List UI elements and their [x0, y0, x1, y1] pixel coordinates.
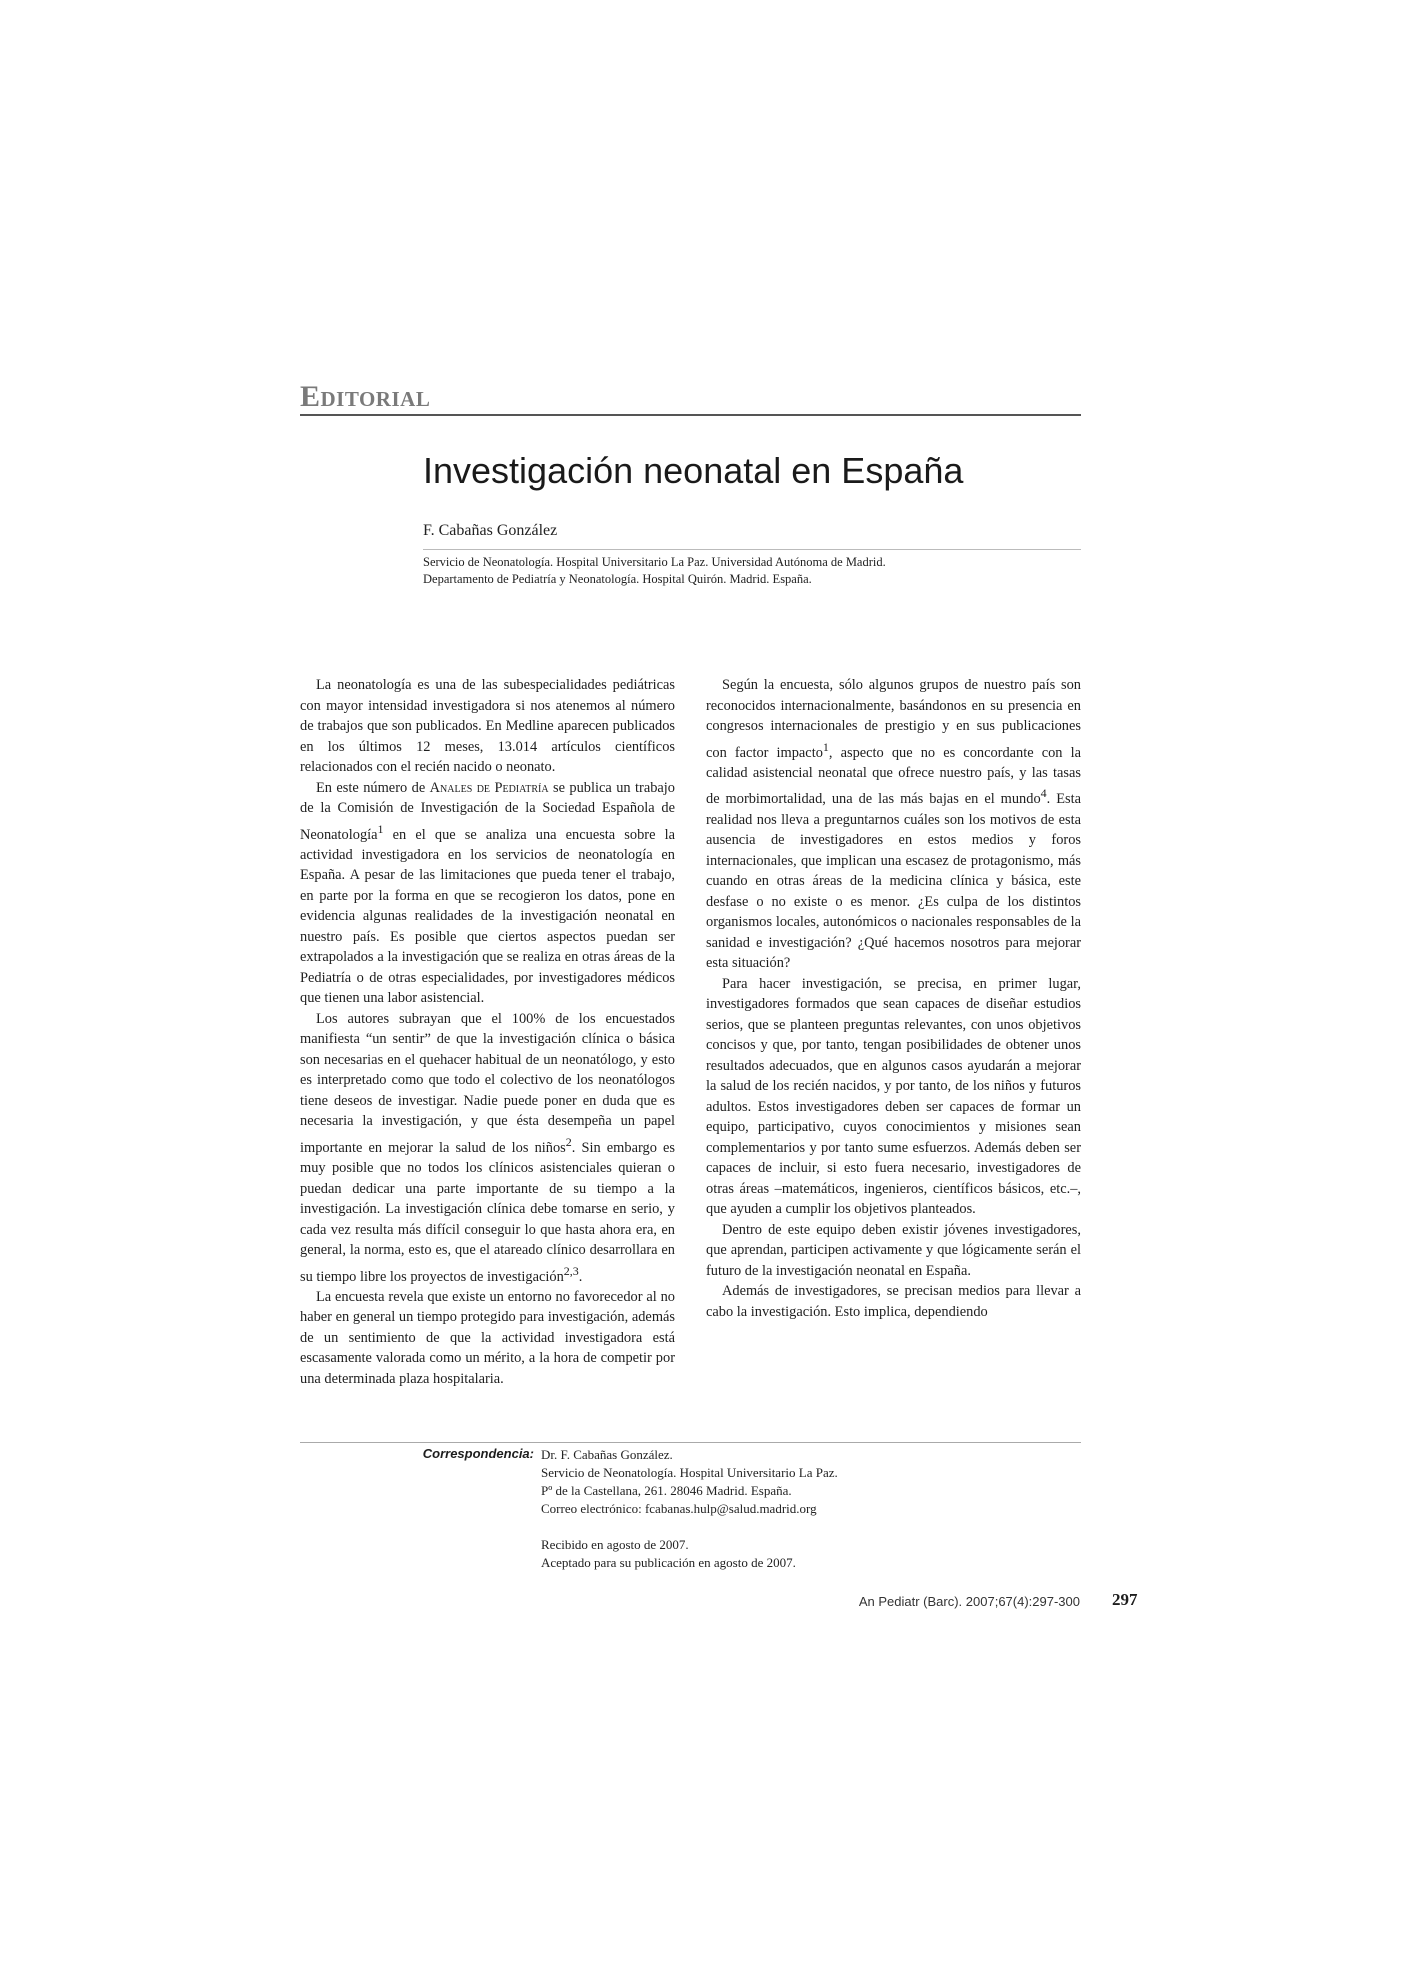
paragraph-5	[706, 675, 1081, 974]
paragraph-3-text-a: Los autores subrayan que el 100% de los encuestados manifiesta “un sentir” de que la investigación clínica o básica son necesarias en el quehacer habitual de un neonatólogo, y esto es interpretado como que todo el colectivo de los neonatólogos tiene deseos de investigar. Nadie puede poner en duda que es necesaria la investigación, y que ésta desempeña un papel importante en mejorar la salud de los niños	[300, 1010, 675, 1156]
reference-marker: 1	[377, 821, 384, 836]
affiliation	[423, 554, 886, 588]
footer-rule	[300, 1442, 1081, 1443]
correspondence-email: Correo electrónico: fcabanas.hulp@salud.madrid.org	[541, 1501, 817, 1516]
paragraph-2	[300, 778, 675, 1009]
paragraph-2-text-b: se publica un trabajo de la Comisión de Investigación de la Sociedad Española de Neonatología	[300, 779, 675, 843]
author-rule	[423, 549, 1081, 550]
header-rule	[300, 414, 1081, 416]
author: F. Cabañas González	[423, 522, 558, 539]
correspondence-block	[541, 1446, 838, 1572]
page-number: 297	[1112, 1590, 1138, 1609]
accepted-date: Aceptado para su publicación en agosto de 2007.	[541, 1555, 796, 1570]
section-label: Editorial	[300, 380, 431, 413]
journal-name: Anales de Pediatría	[429, 779, 549, 796]
paragraph-2-text-c: en el que se analiza una encuesta sobre la actividad investigadora en los servicios de neonatología en España. A pesar de las limitaciones que pueda tener el trabajo, en parte por la forma en que se recogieron los datos, pone en evidencia algunas realidades de la investigación neonatal en nuestro país. Es posible que ciertos aspectos puedan ser extrapolados a la investigación que se realiza en otras áreas de la Pediatría o de otras especialidades, por investigadores médicos que tienen una labor asistencial.	[300, 826, 675, 1007]
paragraph-8: Además de investigadores, se precisan medios para llevar a cabo la investigación. Esto implica, dependiendo	[706, 1283, 1081, 1320]
spacer	[541, 1518, 838, 1536]
received-date: Recibido en agosto de 2007.	[541, 1537, 689, 1552]
correspondence-name: Dr. F. Cabañas González.	[541, 1447, 673, 1462]
paragraph-6: Para hacer investigación, se precisa, en primer lugar, investigadores formados que sean capaces de diseñar estudios serios, que se planteen preguntas relevantes, con unos objetivos concisos y que, por tanto, tengan posibilidades de obtener unos resultados adecuados, que en algunos casos ayudarán a mejorar la salud de los recién nacidos, y por tanto, de los niños y futuros adultos. Estos investigadores deben ser capaces de formar un equipo, participativo, cuyos conocimientos y misiones sean complementarios y por tanto sume esfuerzos. Además deben ser capaces de incluir, si esto fuera necesario, investigadores de otras áreas –matemáticos, ingenieros, científicos básicos, etc.–, que ayuden a cumplir los objetivos planteados.	[706, 975, 1081, 1218]
paragraph-5-text-b: , aspecto que no es concordante con la calidad asistencial neonatal que ofrece nuestro país, y las tasas de morbimortalidad, una de las más bajas en el mundo	[706, 744, 1081, 808]
reference-marker: 1	[822, 739, 829, 754]
paragraph-1: La neonatología es una de las subespecialidades pediátricas con mayor intensidad investigadora si nos atenemos al número de trabajos que son publicados. En Medline aparecen publicados en los últimos 12 meses, 13.014 artículos científicos relacionados con el recién nacido o neonato.	[300, 677, 675, 775]
article-title: Investigación neonatal en España	[423, 450, 964, 491]
reference-marker: 2	[565, 1134, 572, 1149]
correspondence-institution: Servicio de Neonatología. Hospital Universitario La Paz.	[541, 1465, 838, 1480]
journal-citation: An Pediatr (Barc). 2007;67(4):297-300	[858, 1594, 1080, 1609]
correspondence-label: Correspondencia:	[422, 1446, 534, 1461]
paragraph-7: Dentro de este equipo deben existir jóvenes investigadores, que aprendan, participen activamente y que lógicamente serán el futuro de la investigación neonatal en España.	[706, 1221, 1081, 1279]
paragraph-3	[300, 1009, 675, 1287]
reference-marker: 4	[1040, 786, 1047, 801]
column-left	[300, 675, 675, 1400]
reference-marker: 2,3	[563, 1263, 579, 1278]
paragraph-3-text-c: .	[578, 1268, 583, 1285]
affiliation-line-1: Servicio de Neonatología. Hospital Universitario La Paz. Universidad Autónoma de Madrid.	[423, 555, 886, 569]
paragraph-3-text-b: . Sin embargo es muy posible que no todos los clínicos asistenciales quieran o puedan dedicar una parte importante de su tiempo a la investigación. La investigación clínica debe tomarse en serio, y cada vez resulta más difícil conseguir lo que hasta ahora era, en general, la norma, esto es, que el atareado clínico desarrollara en su tiempo libre los proyectos de investigación	[300, 1139, 675, 1285]
paragraph-2-text-a: En este número de	[316, 779, 430, 796]
correspondence-address: Pº de la Castellana, 261. 28046 Madrid. España.	[541, 1483, 792, 1498]
paragraph-4: La encuesta revela que existe un entorno no favorecedor al no haber en general un tiempo protegido para investigación, además de un sentimiento de que la actividad investigadora está escasamente valorada como un mérito, a la hora de competir por una determinada plaza hospitalaria.	[300, 1288, 675, 1387]
paragraph-5-text-a: Según la encuesta, sólo algunos grupos de nuestro país son reconocidos internacionalmente, basándonos en su presencia en congresos internacionales de prestigio y en sus publicaciones con factor impacto	[706, 677, 1081, 761]
paragraph-5-text-c: . Esta realidad nos lleva a preguntarnos cuáles son los motivos de esta ausencia de investigadores en estos medios y foros internacionales, que implican una escasez de protagonismo, más cuando en otras áreas de la medicina clínica y básica, este desfase o no existe o es menor. ¿Es culpa de los distintos organismos locales, autonómicos o nacionales responsables de la sanidad e investigación? ¿Qué hacemos nosotros para mejorar esta situación?	[706, 791, 1081, 972]
body-columns	[300, 675, 1081, 1400]
affiliation-line-2: Departamento de Pediatría y Neonatología. Hospital Quirón. Madrid. España.	[423, 572, 812, 586]
column-right	[706, 675, 1081, 1400]
